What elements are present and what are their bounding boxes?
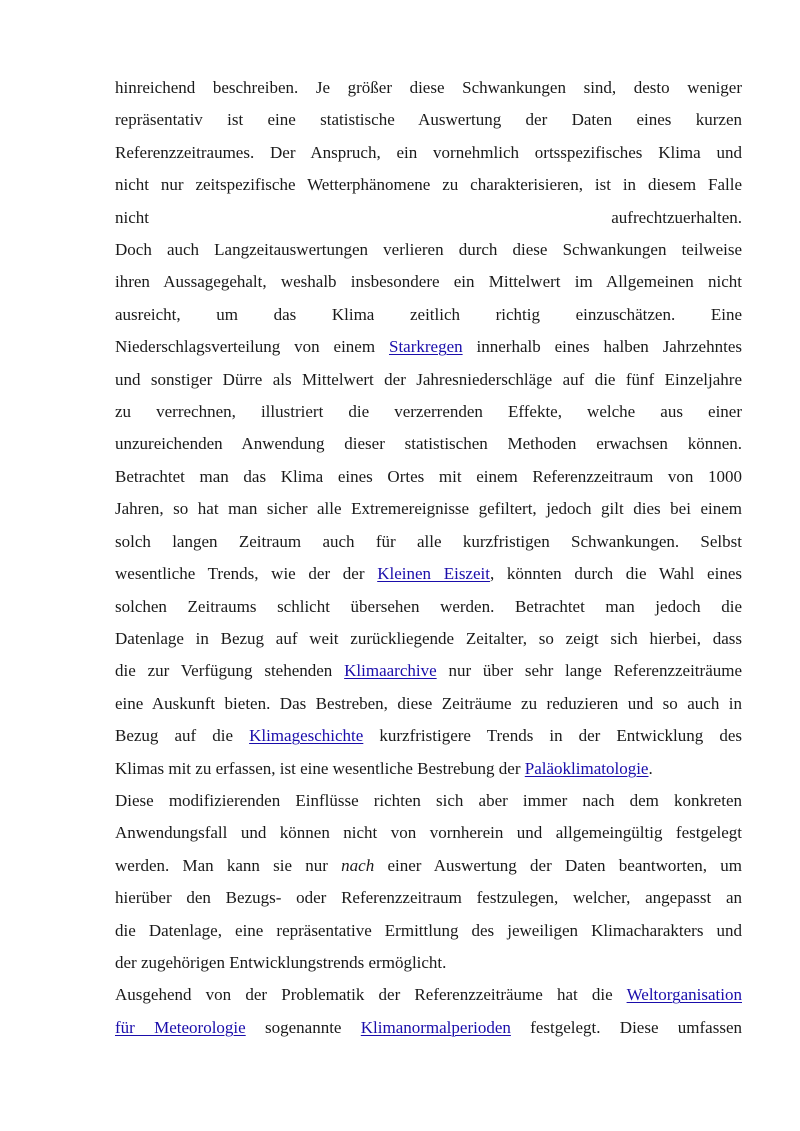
link-palaeoklimatologie[interactable]: Paläoklimatologie — [524, 758, 649, 778]
text-fragment: festgelegt. Diese umfassen — [510, 1017, 743, 1037]
text-line: Diese modifizierenden Einflüsse richten sich aber immer nach dem konkreten — [115, 790, 742, 810]
text-line: Betrachtet man das Klima eines Ortes mit einem Referenzzeitraum von 1000 — [115, 466, 742, 486]
text-line: Jahren, so hat man sicher alle Extremereignisse gefiltert, jedoch gilt dies bei einem — [115, 499, 742, 519]
text-line — [115, 655, 742, 687]
text-fragment: Ausgehend von der Problematik der Referenzzeiträume hat die — [115, 985, 627, 1005]
paragraph-3 — [115, 785, 742, 979]
text-line: der zugehörigen Entwicklungstrends ermöglicht. — [115, 952, 447, 972]
link-klimageschichte[interactable]: Klimageschichte — [249, 726, 364, 746]
text-fragment: aufrechtzuerhalten. — [611, 207, 742, 227]
text-line: Doch auch Langzeitauswertungen verlieren durch diese Schwankungen teilweise — [115, 240, 742, 260]
text-line — [115, 331, 742, 363]
text-line: die Datenlage, eine repräsentative Ermittlung des jeweiligen Klimacharakters und — [115, 920, 742, 940]
text-fragment: werden. Man kann sie nur — [115, 855, 342, 875]
paragraph-1 — [115, 72, 742, 234]
text-line: zu verrechnen, illustriert die verzerrenden Effekte, welche aus einer — [115, 402, 742, 422]
link-klimanormalperioden[interactable]: Klimanormalperioden — [360, 1017, 511, 1037]
text-line: und sonstiger Dürre als Mittelwert der Jahresniederschläge auf die fünf Einzeljahre — [115, 369, 742, 389]
link-starkregen[interactable]: Starkregen — [388, 337, 463, 357]
emphasis-text: nach — [341, 855, 375, 875]
text-line: Datenlage in Bezug auf weit zurückliegende Zeitalter, so zeigt sich hierbei, dass — [115, 628, 742, 648]
text-fragment: nicht — [115, 207, 149, 227]
text-fragment: wesentliche Trends, wie der der — [115, 564, 378, 584]
text-line — [115, 720, 742, 752]
paragraph-2 — [115, 234, 742, 785]
text-line — [115, 558, 742, 590]
text-line — [115, 979, 742, 1011]
text-line: unzureichenden Anwendung dieser statistischen Methoden erwachsen können. — [115, 434, 742, 454]
text-fragment: sogenannte — [245, 1017, 361, 1037]
text-fragment: nur über sehr lange Referenzzeiträume — [436, 661, 743, 681]
text-line: nicht nur zeitspezifische Wetterphänomene zu charakterisieren, ist in diesem Falle — [115, 175, 742, 195]
document-body — [115, 72, 742, 1044]
link-weltorganisation-part1[interactable]: Weltorganisation — [626, 985, 742, 1005]
text-line: Anwendungsfall und können nicht von vornherein und allgemeingültig festgelegt — [115, 823, 742, 843]
text-line: solch langen Zeitraum auch für alle kurzfristigen Schwankungen. Selbst — [115, 531, 742, 551]
text-fragment: innerhalb eines halben Jahrzehntes — [462, 337, 742, 357]
text-line: solchen Zeitraums schlicht übersehen werden. Betrachtet man jedoch die — [115, 596, 742, 616]
text-line: repräsentativ ist eine statistische Auswertung der Daten eines kurzen — [115, 110, 742, 130]
paragraph-4 — [115, 979, 742, 1044]
text-line: hierüber den Bezugs- oder Referenzzeitraum festzulegen, welcher, angepasst an — [115, 888, 742, 908]
text-line — [115, 202, 742, 234]
text-line: ihren Aussagegehalt, weshalb insbesondere ein Mittelwert im Allgemeinen nicht — [115, 272, 742, 292]
link-klimaarchive[interactable]: Klimaarchive — [344, 661, 437, 681]
text-fragment: , könnten durch die Wahl eines — [489, 564, 742, 584]
text-line — [115, 850, 742, 882]
text-fragment: die zur Verfügung stehenden — [115, 661, 345, 681]
text-fragment: Klimas mit zu erfassen, ist eine wesentliche Bestrebung der — [115, 758, 525, 778]
link-kleine-eiszeit[interactable]: Kleinen Eiszeit — [377, 564, 490, 584]
text-line — [115, 1012, 742, 1044]
text-line: Referenzzeitraumes. Der Anspruch, ein vornehmlich ortsspezifisches Klima und — [115, 142, 742, 162]
text-fragment: Niederschlagsverteilung von einem — [115, 337, 389, 357]
text-line: hinreichend beschreiben. Je größer diese Schwankungen sind, desto weniger — [115, 78, 742, 97]
text-fragment: einer Auswertung der Daten beantworten, um — [374, 855, 743, 875]
text-line: ausreicht, um das Klima zeitlich richtig einzuschätzen. Eine — [115, 304, 742, 324]
link-weltorganisation-part2[interactable]: für Meteorologie — [115, 1017, 246, 1037]
text-fragment: . — [648, 758, 653, 778]
text-fragment: Bezug auf die — [115, 726, 250, 746]
text-line: eine Auskunft bieten. Das Bestreben, diese Zeiträume zu reduzieren und so auch in — [115, 693, 742, 713]
text-fragment: kurzfristigere Trends in der Entwicklung des — [363, 726, 742, 746]
text-line — [115, 753, 742, 785]
